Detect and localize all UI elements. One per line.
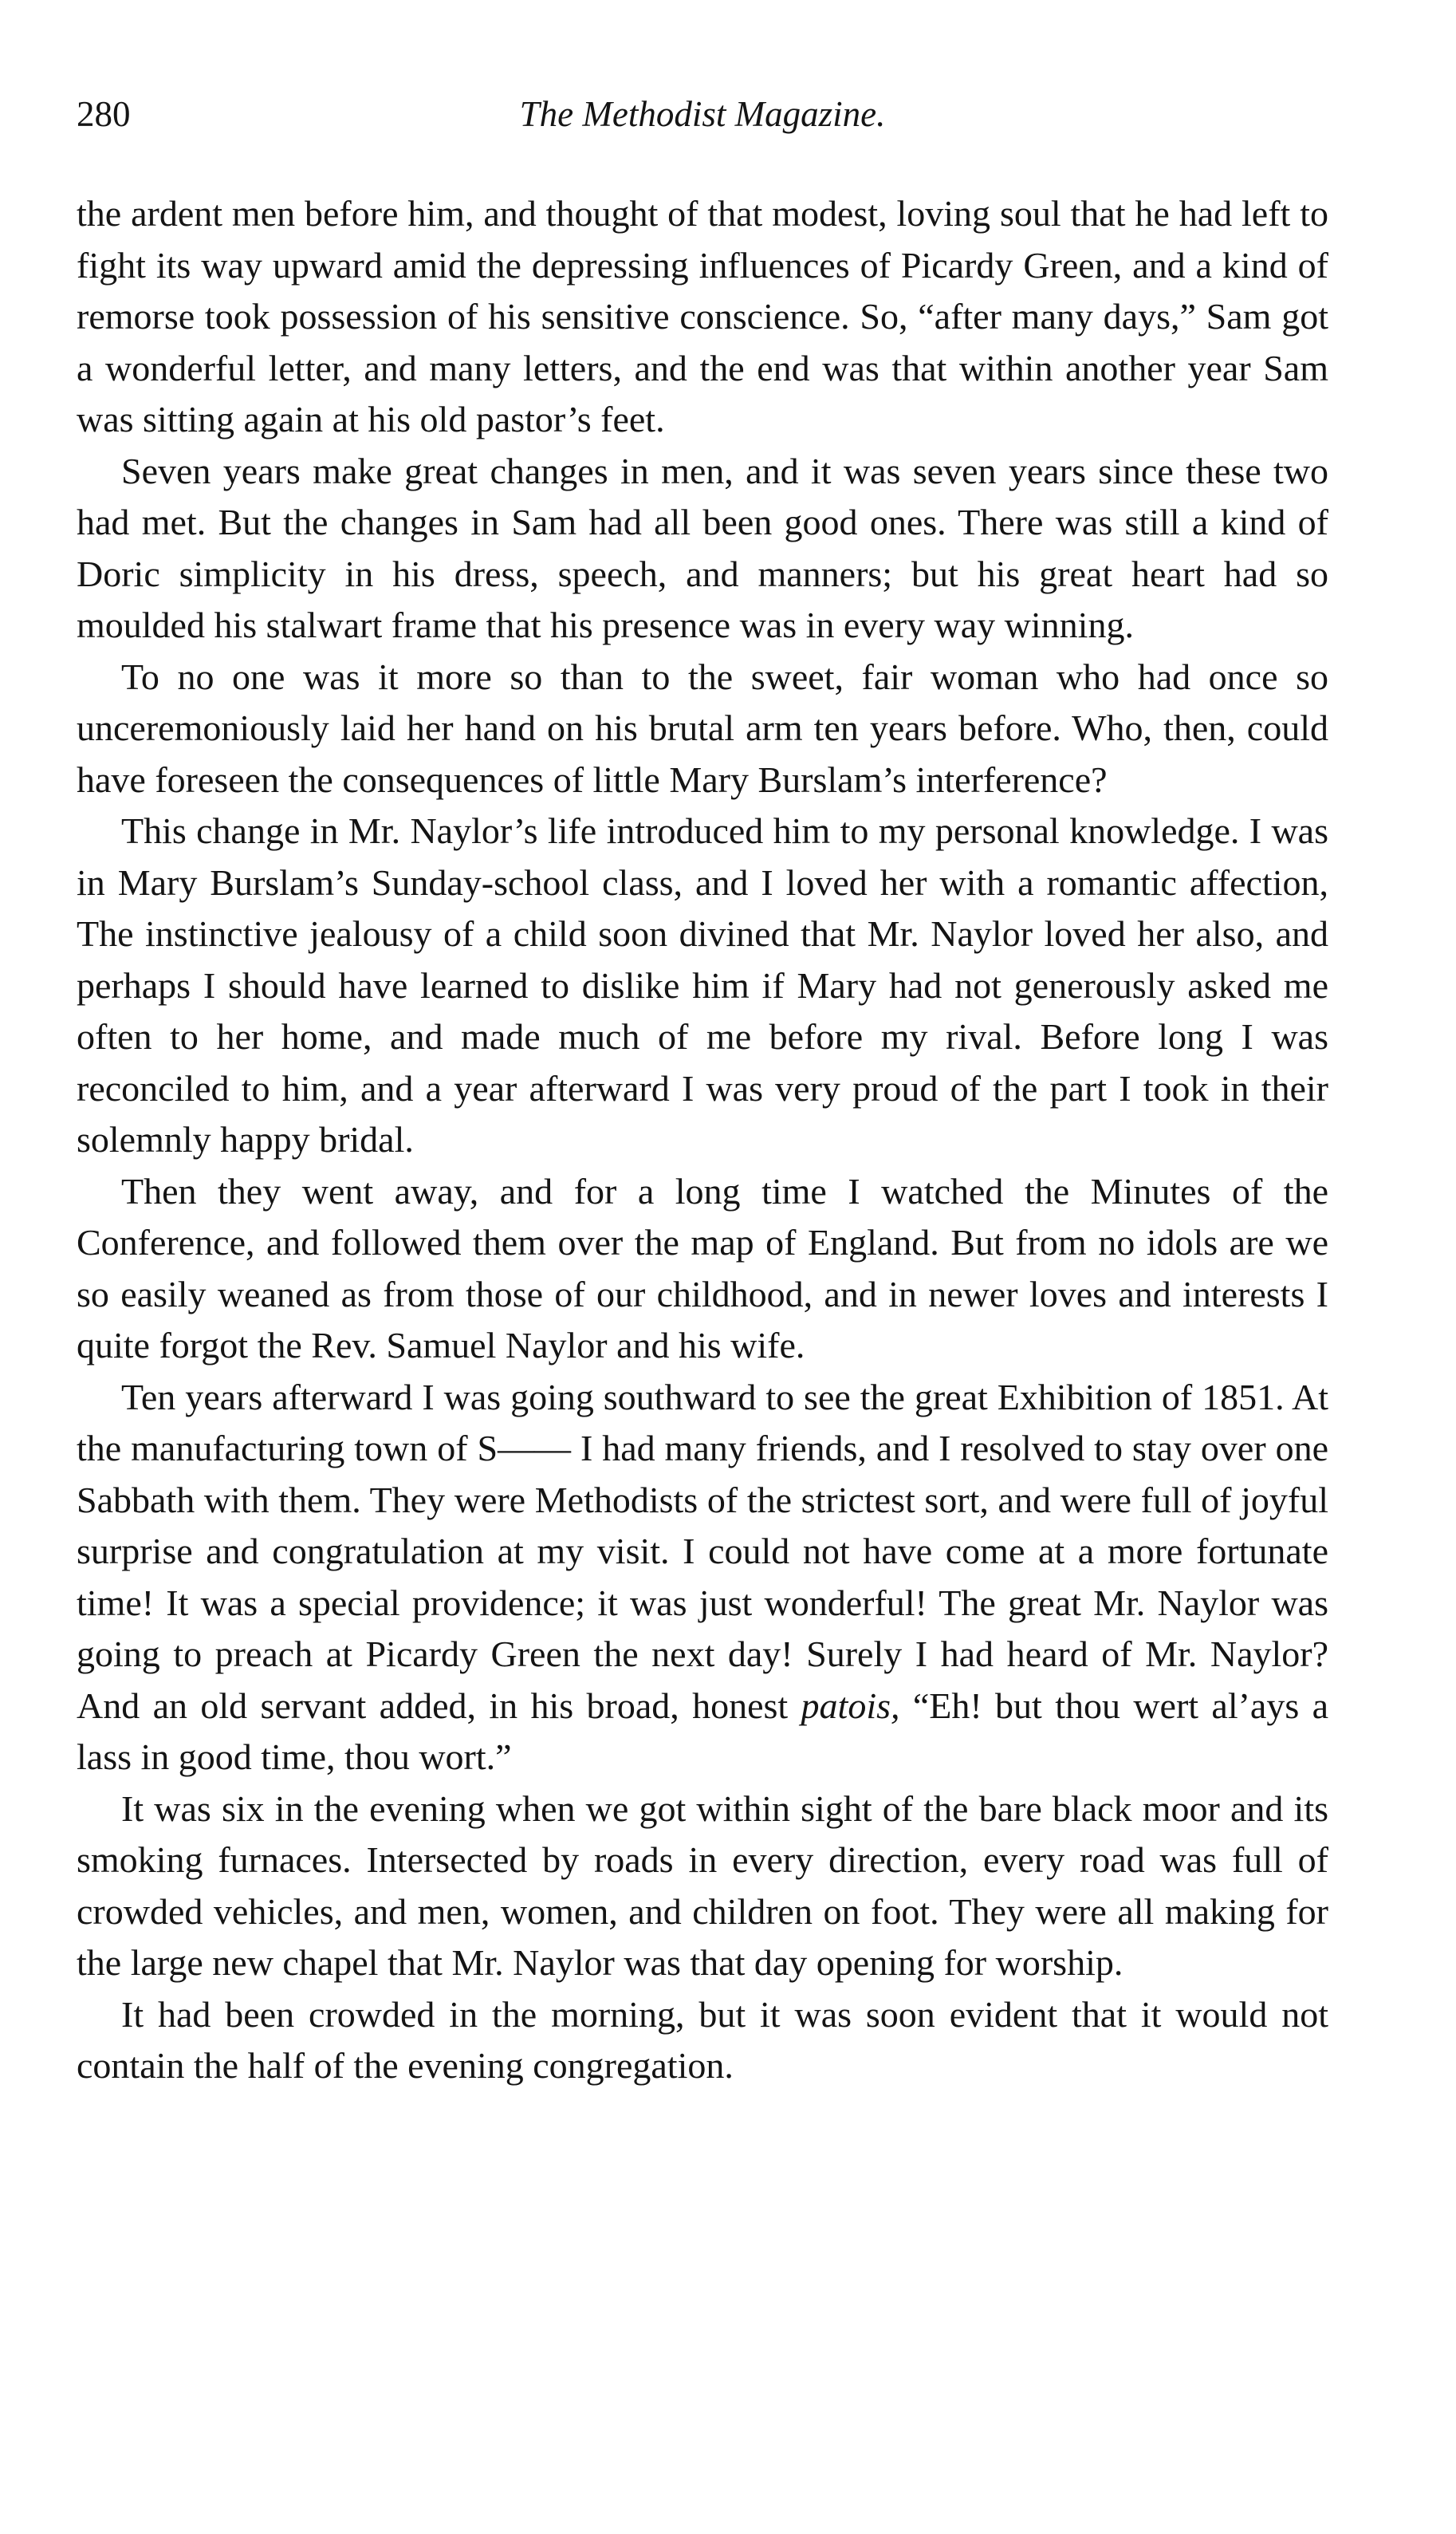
paragraph-4: This change in Mr. Naylor’s life introduced him to my personal knowledge. I was in Mary Burslam’s Sunday-school class, and I loved her with a romantic affection, The instinctive jealousy of a child soon divined that Mr. Naylor loved her also, and perhaps I should have learned to dislike him if Mary had not generously asked me often to her home, and made much of me before my rival. Before long I was reconciled to him, and a year afterward I was very proud of the part I took in their solemnly happy bridal.	[77, 810, 1328, 1160]
body-text	[77, 188, 1328, 2092]
page-header	[77, 80, 1328, 148]
paragraph-6-text: Ten years afterward I was going southward to see the great Exhibition of 1851. At the manufacturing town of S—— I had many friends, and I resolved to stay over one Sabbath with them. They were Methodists of the strictest sort, and were full of joyful surprise and congratulation at my visit. I could not have come at a more fortunate time! It was a special providence; it was just wonderful! The great Mr. Naylor was going to preach at Picardy Green the next day! Surely I had heard of Mr. Naylor? And an old servant added, in his broad, honest	[77, 1376, 1328, 1726]
paragraph-6-end: “Eh! but thou wert al’ays a lass in good time, thou wort.”	[77, 1685, 1329, 1777]
page-number: 280	[77, 94, 131, 134]
paragraph-8: It had been crowded in the morning, but it was soon evident that it would not contain the half of the evening congregation.	[77, 1993, 1328, 2086]
paragraph-5: Then they went away, and for a long time I watched the Minutes of the Conference, and followed them over the map of England. But from no idols are we so easily weaned as from those of our childhood, and in newer loves and interests I quite forgot the Rev. Samuel Naylor and his wife.	[77, 1170, 1328, 1366]
paragraph-2: Seven years make great changes in men, and it was seven years since these two had met. But the changes in Sam had all been good ones. There was still a kind of Doric simplicity in his dress, speech, and manners; but his great heart had so moulded his stalwart frame that his presence was in every way winning.	[77, 450, 1328, 645]
paragraph-6-italic: patois,	[801, 1685, 900, 1726]
paragraph-3: To no one was it more so than to the sweet, fair woman who had once so unceremoniously laid her hand on his brutal arm ten years before. Who, then, could have foreseen the consequences of little Mary Burslam’s interference?	[77, 656, 1328, 800]
paragraph-1: the ardent men before him, and thought of that modest, loving soul that he had left to fight its way upward amid the depressing influences of Picardy Green, and a kind of remorse took possession of his sensitive conscience. So, “after many days,” Sam got a wonderful letter, and many letters, and the end was that within another year Sam was sitting again at his old pastor’s feet.	[77, 193, 1328, 439]
page	[77, 80, 1328, 2092]
running-title: The Methodist Magazine.	[519, 94, 886, 134]
paragraph-6	[77, 1372, 1328, 1783]
paragraph-7: It was six in the evening when we got within sight of the bare black moor and its smoking furnaces. Intersected by roads in every direction, every road was full of crowded vehicles, and men, women, and children on foot. They were all making for the large new chapel that Mr. Naylor was that day opening for worship.	[77, 1787, 1328, 1983]
